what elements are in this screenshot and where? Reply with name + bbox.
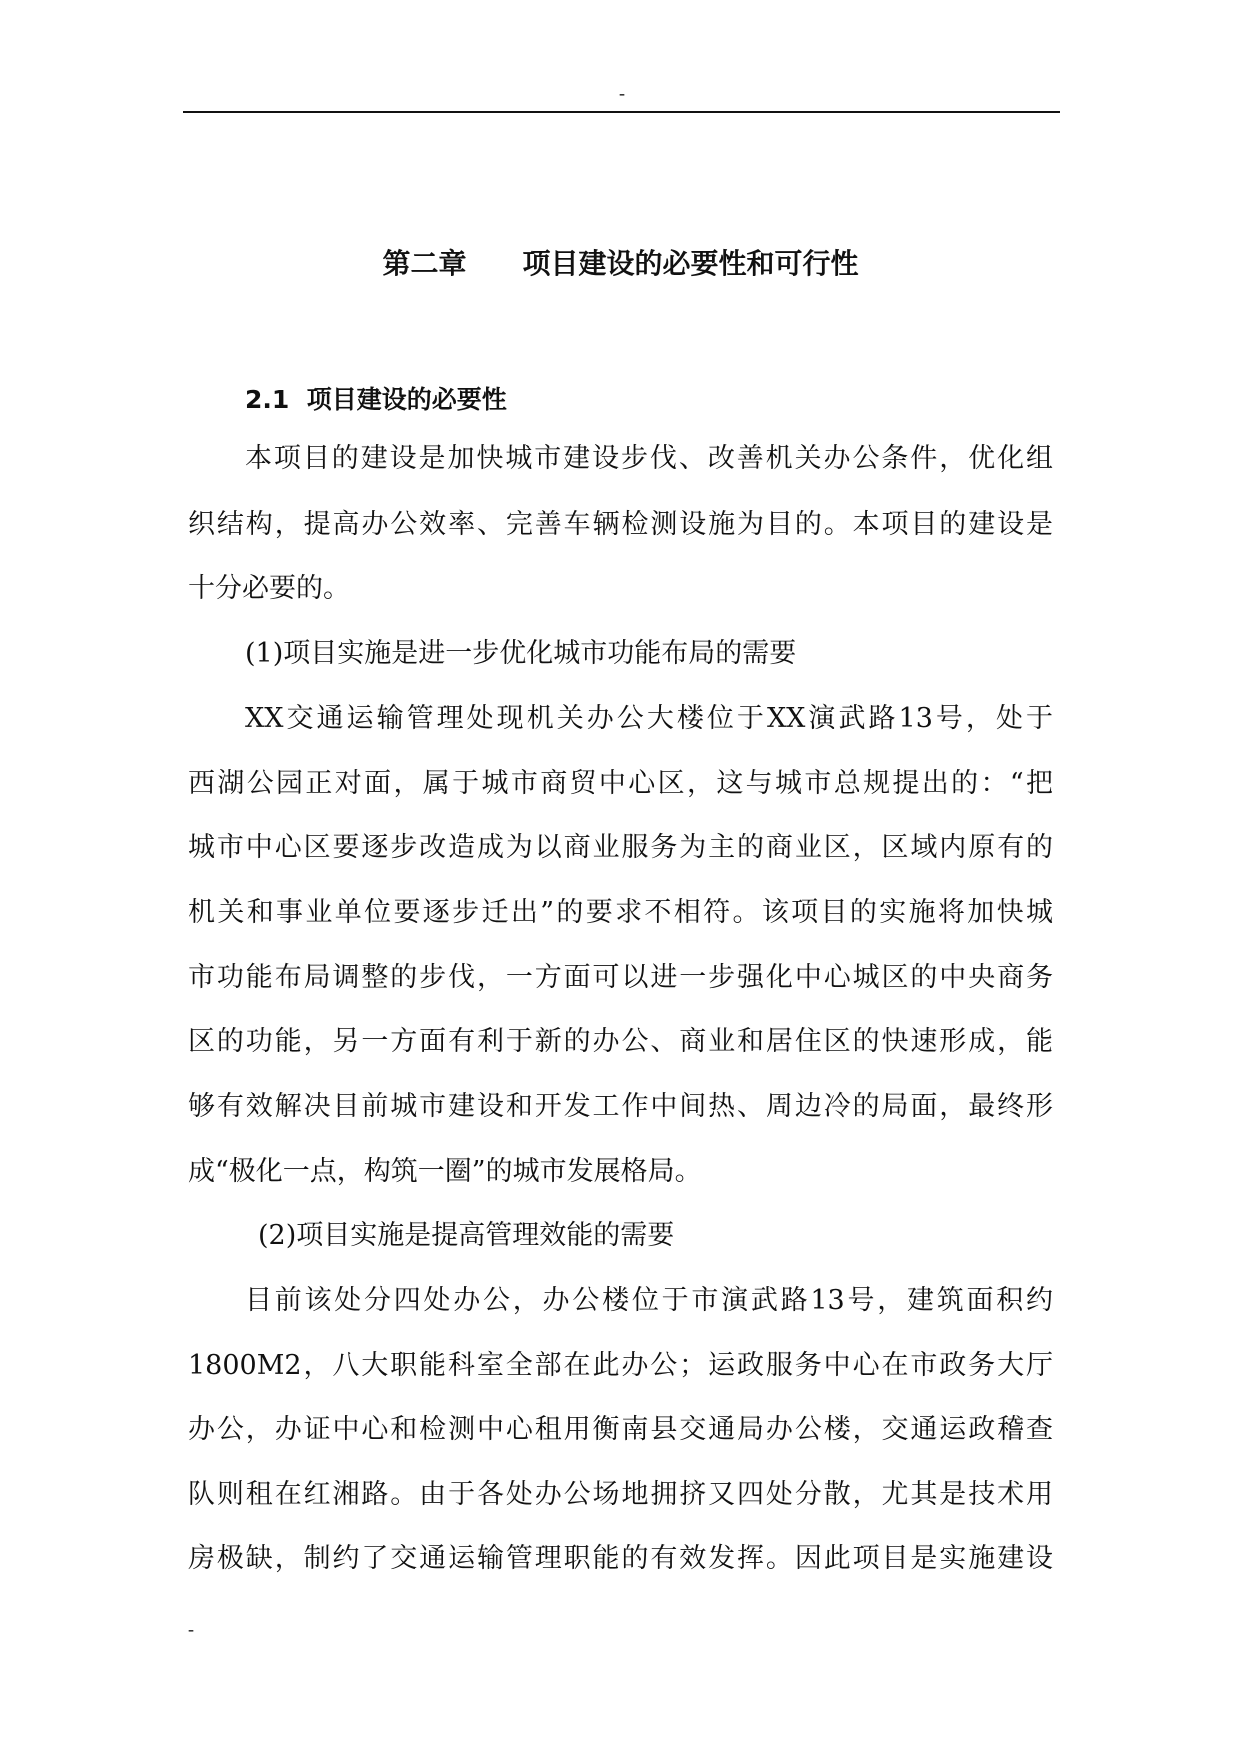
paragraph-line: 机关和事业单位要逐步迁出”的要求不相符。该项目的实施将加快城 — [188, 897, 1053, 928]
paragraph-line: 1800M2，八大职能科室全部在此办公；运政服务中心在市政务大厅 — [188, 1350, 1053, 1381]
paragraph-line: 十分必要的。 — [188, 573, 350, 604]
paragraph-line: 本项目的建设是加快城市建设步伐、改善机关办公条件，优化组 — [245, 443, 1053, 474]
header-rule — [183, 111, 1060, 113]
paragraph-line: 房极缺，制约了交通运输管理职能的有效发挥。因此项目是实施建设 — [188, 1543, 1053, 1574]
paragraph-line: 队则租在红湘路。由于各处办公场地拥挤又四处分散，尤其是技术用 — [188, 1479, 1053, 1510]
paragraph-line: XX交通运输管理处现机关办公大楼位于XX演武路13号，处于 — [245, 703, 1053, 734]
paragraph-line: 办公，办证中心和检测中心租用衡南县交通局办公楼，交通运政稽查 — [188, 1414, 1053, 1445]
subheading-line: (1)项目实施是进一步优化城市功能布局的需要 — [245, 638, 797, 669]
paragraph-line: 区的功能，另一方面有利于新的办公、商业和居住区的快速形成，能 — [188, 1026, 1053, 1057]
paragraph-line: 城市中心区要逐步改造成为以商业服务为主的商业区，区域内原有的 — [188, 832, 1053, 863]
footer-mark: - — [188, 1619, 194, 1639]
paragraph-line: 西湖公园正对面，属于城市商贸中心区，这与城市总规提出的：“把 — [188, 768, 1053, 799]
paragraph-line: 够有效解决目前城市建设和开发工作中间热、周边冷的局面，最终形 — [188, 1091, 1053, 1122]
subheading-line: (2)项目实施是提高管理效能的需要 — [258, 1220, 675, 1251]
paragraph-line: 目前该处分四处办公，办公楼位于市演武路13号，建筑面积约 — [245, 1285, 1053, 1316]
header-mark: - — [619, 83, 625, 103]
paragraph-line: 成“极化一点，构筑一圈”的城市发展格局。 — [188, 1156, 702, 1187]
section-title: 2.1 项目建设的必要性 — [245, 385, 507, 414]
paragraph-line: 织结构，提高办公效率、完善车辆检测设施为目的。本项目的建设是 — [188, 509, 1053, 540]
paragraph-line: 市功能布局调整的步伐，一方面可以进一步强化中心城区的中央商务 — [188, 962, 1053, 993]
chapter-title: 第二章 项目建设的必要性和可行性 — [382, 247, 859, 280]
